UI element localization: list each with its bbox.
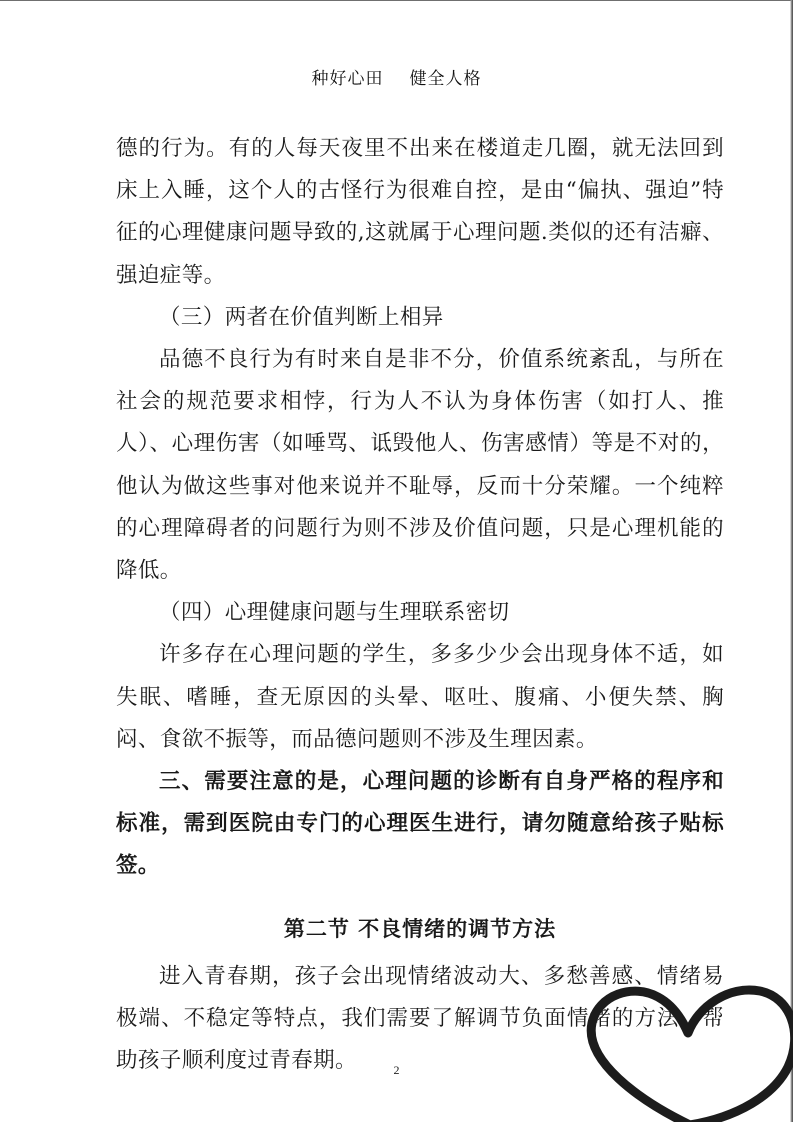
paragraph-notice-bold: 三、需要注意的是，心理问题的诊断有自身严格的程序和标准，需到医院由专门的心理医生进行，请勿随意给孩子贴标签。 <box>116 769 724 879</box>
subheading-four: （四）心理健康问题与生理联系密切 <box>159 600 510 626</box>
header-left: 种好心田 <box>311 69 384 89</box>
paragraph-continued: 德的行为。有的人每天夜里不出来在楼道走几圈，就无法回到床上入睡，这个人的古怪行为很难自控，是由“偏执、强迫”特征的心理健康问题导致的,这就属于心理问题.类似的还有洁癖、强迫症等。 <box>116 136 724 288</box>
paragraph-physiology: 许多存在心理问题的学生，多多少少会出现身体不适，如失眠、嗜睡，查无原因的头晕、呕吐、腹痛、小便失禁、胸闷、食欲不振等，而品德问题则不涉及生理因素。 <box>116 642 724 752</box>
page-number: 2 <box>393 1063 400 1077</box>
running-header <box>0 64 793 89</box>
paragraph-adolescence: 进入青春期，孩子会出现情绪波动大、多愁善感、情绪易极端、不稳定等特点，我们需要了解调节负面情绪的方法，帮助孩子顺利度过青春期。 <box>116 963 724 1074</box>
header-right: 健全人格 <box>409 69 482 89</box>
paragraph-value-judgement: 品德不良行为有时来自是非不分，价值系统紊乱，与所在社会的规范要求相悖，行为人不认为身体伤害（如打人、推人）、心理伤害（如唾骂、诋毁他人、伤害感情）等是不对的，他认为做这些事对他来说并不耻辱，反而十分荣耀。一个纯粹的心理障碍者的问题行为则不涉及价值问题，只是心理机能的降低。 <box>116 347 724 584</box>
subheading-three: （三）两者在价值判断上相异 <box>159 304 444 330</box>
page-content <box>116 128 724 1082</box>
heart-outline-icon <box>578 975 793 1122</box>
scan-edge-top <box>0 0 793 1</box>
section-title: 第二节 不良情绪的调节方法 <box>283 916 557 941</box>
